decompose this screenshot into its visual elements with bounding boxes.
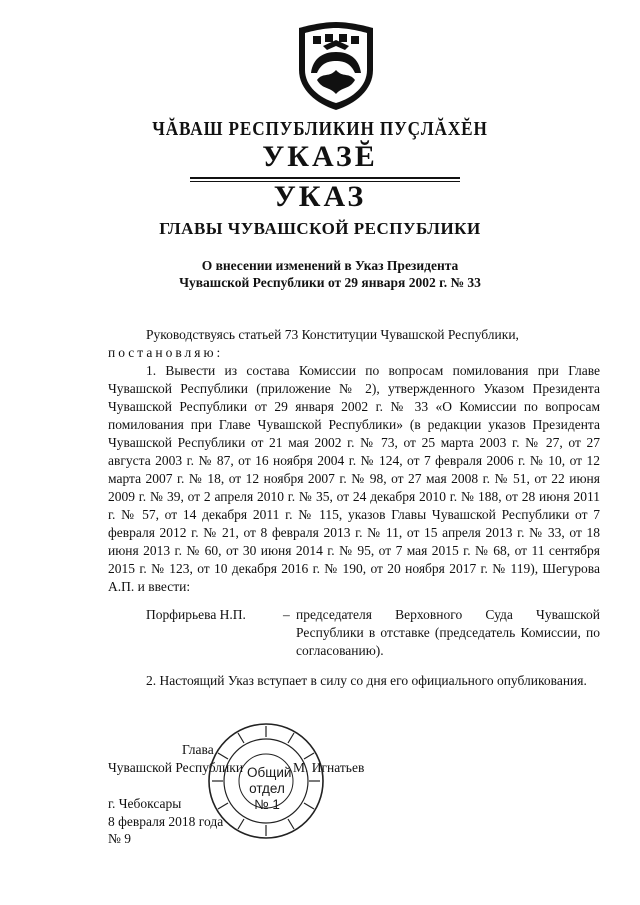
chuvash-document-type: УКАЗĔ [262, 140, 378, 173]
coat-of-arms-emblem [293, 18, 379, 112]
item-2-text: 2. Настоящий Указ вступает в силу со дня его официального опубликования. [146, 673, 587, 688]
stamp-line-1: Общий [247, 765, 292, 780]
preamble-text: Руководствуясь статьей 73 Конституции Чувашской Республики, [146, 327, 519, 342]
decree-word: постановляю: [108, 345, 224, 360]
decree-body [108, 326, 600, 596]
chuvash-header-title: ЧĂВАШ РЕСПУБЛИКИН ПУÇЛĂХĔН [152, 118, 488, 140]
russian-document-type: УКАЗ [273, 180, 367, 213]
stamp-line-3: № 1 [254, 797, 280, 812]
item-2 [108, 672, 600, 690]
member-dash: – [283, 607, 290, 622]
member-description: председателя Верховного Суда Чувашской Республики в отставке (председатель Комиссии, по согласованию). [296, 607, 600, 658]
member-name: Порфирьева Н.П. [146, 607, 246, 622]
subject-line-2: Чувашской Республики от 29 января 2002 г. № 33 [179, 275, 481, 290]
decree-subject [130, 257, 530, 291]
item-1-text: 1. Вывести из состава Комиссии по вопросам помилования при Главе Чувашской Республики (приложение № 2), утвержденного Указом Президента Чувашской Республики от 29 января 2002 г. № 33 «О Комиссии по вопросам помилования при Главе Чувашской Республики» (в редакции указов Президента Чувашской Республики от 21 мая 2002 г. № 73, от 25 марта 2003 г. № 27, от 27 августа 2003 г. № 87, от 16 ноября 2004 г. № 124, от 7 февраля 2006 г. № 10, от 12 марта 2007 г. № 18, от 12 ноября 2007 г. № 98, от 27 мая 2008 г. № 51, от 22 июня 2009 г. № 39, от 2 апреля 2010 г. № 35, от 24 декабря 2010 г. № 188, от 28 июня 2011 г. № 57, от 14 декабря 2011 г. № 115, указов Главы Чувашской Республики от 7 февраля 2012 г. № 21, от 8 февраля 2013 г. № 11, от 15 апреля 2013 г. № 33, от 18 июня 2013 г. № 60, от 30 июня 2014 г. № 95, от 7 мая 2015 г. № 68, от 11 сентября 2015 г. № 123, от 10 декабря 2016 г. № 190, от 20 ноября 2017 г. № 119), Шегурова А.П. и ввести: [108, 363, 600, 594]
signature-name: М. Игнатьев [293, 760, 365, 775]
header-divider [190, 177, 460, 179]
signature-organization: Чувашской Республики [108, 760, 244, 775]
decree-number: № 9 [108, 831, 132, 846]
signature-title: Глава [182, 742, 214, 757]
subject-line-1: О внесении изменений в Указ Президента [201, 258, 459, 273]
stamp-line-2: отдел [249, 781, 285, 796]
issue-place: г. Чебоксары [108, 796, 182, 811]
issue-date: 8 февраля 2018 года [108, 814, 224, 829]
russian-header-title: ГЛАВЫ ЧУВАШСКОЙ РЕСПУБЛИКИ [159, 219, 481, 238]
